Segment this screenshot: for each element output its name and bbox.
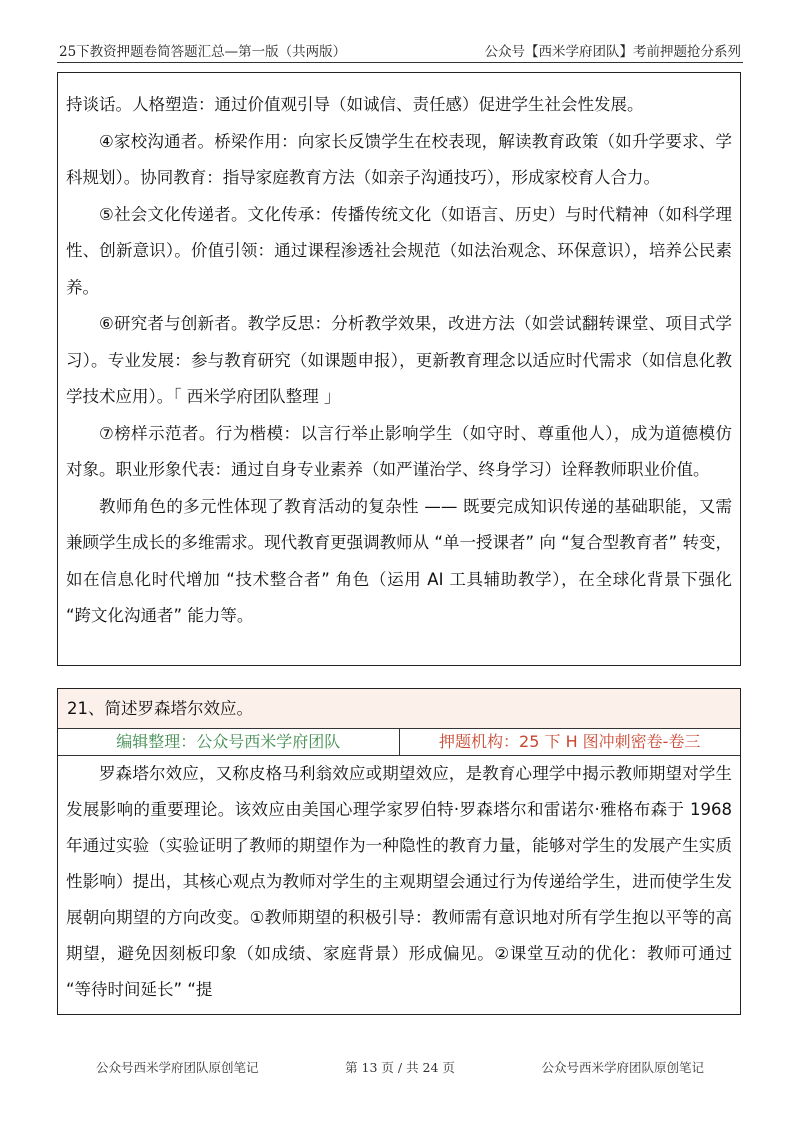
question-title: 21、简述罗森塔尔效应。 <box>58 689 740 729</box>
source-credit: 押题机构：25 下 H 图冲刺密卷-卷三 <box>439 732 701 751</box>
question-box <box>57 688 741 1015</box>
question-info-row <box>58 729 740 756</box>
answer-paragraph: ⑥研究者与创新者。教学反思：分析教学效果，改进方法（如尝试翻转课堂、项目式学习）。专业发展：参与教育研究（如课题申报），更新教育理念以适应时代需求（如信息化教学技术应用）。「 西米学府团队整理 」 <box>66 314 732 406</box>
header-left-title: 25下教资押题卷简答题汇总—第一版（共两版） <box>59 44 347 60</box>
answer-paragraph: ④家校沟通者。桥梁作用：向家长反馈学生在校表现，解读教育政策（如升学要求、学科规划）。协同教育：指导家庭教育方法（如亲子沟通技巧），形成家校育人合力。 <box>66 131 732 187</box>
answer-paragraph: 罗森塔尔效应，又称皮格马利翁效应或期望效应，是教育心理学中揭示教师期望对学生发展影响的重要理论。该效应由美国心理学家罗伯特·罗森塔尔和雷诺尔·雅格布森于 1968 年通过实验（实验证明了教师的期望作为一种隐性的教育力量，能够对学生的发展产生实质性影响）提出，其核心观点为教师对学生的主观期望会通过行为传递给学生，进而使学生发展朝向期望的方向改变。①教师期望的积极引导：教师需有意识地对所有学生抱以平等的高期望，避免因刻板印象（如成绩、家庭背景）形成偏见。②课堂互动的优化：教师可通过 “等待时间延长” “提 <box>66 764 732 999</box>
answer-paragraph: ⑦榜样示范者。行为楷模：以言行举止影响学生（如守时、尊重他人），成为道德模仿对象。职业形象代表：通过自身专业素养（如严谨治学、终身学习）诠释教师职业价值。 <box>66 423 732 479</box>
header-right-title: 公众号【西米学府团队】考前押题抢分系列 <box>484 44 741 60</box>
page-number: 第 13 页 / 共 24 页 <box>345 1060 455 1075</box>
answer-paragraph: 持谈话。人格塑造：通过价值观引导（如诚信、责任感）促进学生社会性发展。 <box>66 95 644 114</box>
page-header <box>57 38 743 63</box>
footer-right: 公众号西米学府团队原创笔记 <box>541 1060 704 1075</box>
editor-credit: 编辑整理：公众号西米学府团队 <box>58 729 400 755</box>
question-answer <box>58 756 740 1008</box>
footer-left: 公众号西米学府团队原创笔记 <box>96 1060 259 1075</box>
answer-paragraph: 教师角色的多元性体现了教育活动的复杂性 —— 既要完成知识传递的基础职能，又需兼顾学生成长的多维需求。现代教育更强调教师从 “单一授课者” 向 “复合型教育者” 转变，如在信息化时代增加 “技术整合者” 角色（运用 AI 工具辅助教学），在全球化背景下强化 “跨文化沟通者” 能力等。 <box>66 496 732 625</box>
page-footer <box>0 1058 800 1078</box>
previous-answer-box <box>57 72 741 666</box>
answer-paragraph: ⑤社会文化传递者。文化传承：传播传统文化（如语言、历史）与时代精神（如科学理性、创新意识）。价值引领：通过课程渗透社会规范（如法治观念、环保意识），培养公民素养。 <box>66 204 732 297</box>
